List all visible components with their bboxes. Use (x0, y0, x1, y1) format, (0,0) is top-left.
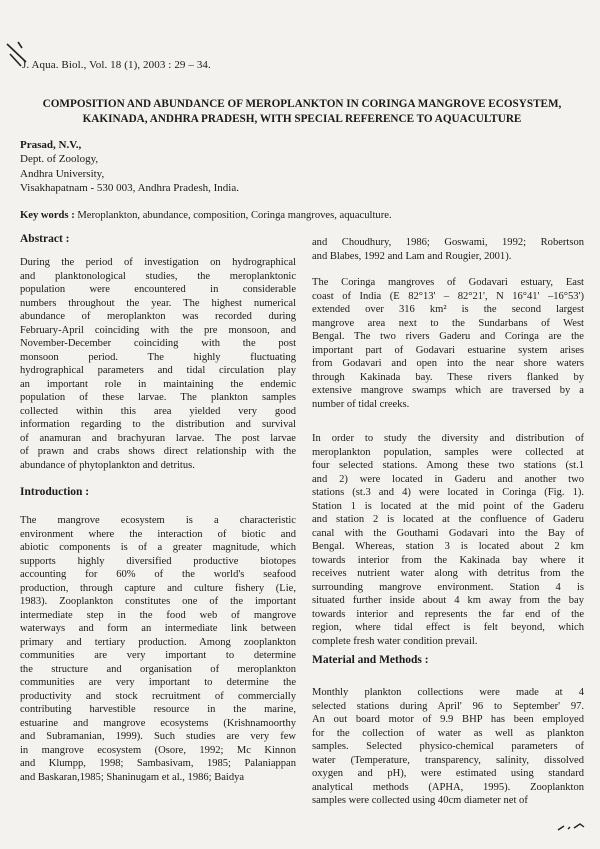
scribble-mark-icon (556, 820, 588, 834)
abstract-heading: Abstract : (20, 233, 70, 245)
text-line: and planktonological studies, the meroplanktonic (20, 270, 296, 282)
text-line: selected stations during April' 96 to September' 97. (312, 700, 584, 712)
author-block (20, 138, 239, 196)
text-line: and Subramanian, 1999). Such studies are very few (20, 731, 296, 742)
text-line: abundance of meroplankton was recorded during (20, 311, 296, 322)
methods-heading: Material and Methods : (312, 654, 429, 666)
text-line: collected within this area yielded very good (20, 405, 296, 417)
text-line: and 2) were located in Gaderu and another two (312, 473, 584, 485)
text-line: production, through capture and culture fishery (Lie, (20, 582, 296, 594)
keywords-text: Meroplankton, abundance, composition, Coringa mangroves, aquaculture. (77, 210, 392, 221)
introduction-heading: Introduction : (20, 486, 90, 498)
affiliation-line: Visakhapatnam - 530 003, Andhra Pradesh, India. (20, 182, 239, 195)
text-line: in mangrove ecosystem (Osore, 1992; Mc Kinnon (20, 744, 296, 756)
text-line: extensive mangrove swamps which are traversed by a (312, 385, 584, 396)
text-line: The mangrove ecosystem is a characteristic (20, 515, 296, 526)
text-line: population were encountered in considerable (20, 284, 296, 295)
text-line: stations (st.3 and 4) were located in Coringa (Fig. 1). (312, 487, 584, 498)
text-line: receives nutrient water along with detritus from the (312, 568, 584, 579)
text-line: population of these larvae. The plankton samples (20, 392, 296, 403)
text-line: complete fresh water condition prevail. (312, 635, 478, 647)
text-line: and Blabes, 1992 and Lam and Rougier, 2001). (312, 250, 512, 262)
text-line: through Kakinada bay. These rivers flanked by (312, 371, 584, 383)
text-line: analytical methods (APHA, 1995). Zooplankton (312, 781, 584, 793)
text-line: towards interior and represents the far end of the (312, 608, 584, 620)
text-line: of prawn and crabs shows direct relationship with the (20, 446, 296, 457)
text-line: In order to study the diversity and distribution of (312, 433, 584, 444)
text-line: During the period of investigation on hydrographical (20, 257, 296, 268)
text-line: of anamuran and brachyuran larvae. The post larvae (20, 432, 296, 444)
text-line: November-December coinciding with the post (20, 338, 296, 349)
text-line: region, where tidal effect is felt beyond, which (312, 622, 584, 633)
text-line: an important role in maintaining the endemic (20, 378, 296, 390)
text-line: estuarine and mangrove ecosystems (Krishnamoorthy (20, 717, 296, 729)
text-line: Bengal. The two rivers Gaderu and Coringa are the (312, 331, 584, 342)
text-line: communities are very important to determine the (20, 677, 296, 688)
text-line: productivity and stock recruitment of commercially (20, 690, 296, 702)
text-line: An out board motor of 9.9 BHP has been employed (312, 714, 584, 725)
text-line: samples were collected using 40cm diameter net of (312, 795, 528, 806)
text-line: extended over 316 km² is the second largest (312, 304, 584, 315)
text-line: intermediate step in the food web of mangrove (20, 609, 296, 621)
text-line: important part of Godavari estuarine system arises (312, 344, 584, 356)
text-line: contributing harvestible resource in the marine, (20, 704, 296, 715)
keywords-label: Key words : (20, 210, 75, 221)
text-line: and Choudhury, 1986; Goswami, 1992; Robertson (312, 237, 584, 248)
text-line: meroplankton population, samples were collected at (312, 446, 584, 458)
text-line: mangrove area next to the Sundarbans of West (312, 317, 584, 329)
text-line: and Klumpp, 1998; Sambasivam, 1985; Palaniappan (20, 758, 296, 769)
text-line: primary and tertiary production. Among zooplankton (20, 636, 296, 648)
text-line: samples. Selected physico-chemical parameters of (312, 741, 584, 752)
affiliation-line: Andhra University, (20, 167, 105, 180)
text-line: waterways and form an intermediate link between (20, 623, 296, 634)
text-line: numbers throughout the year. The highest numerical (20, 297, 296, 309)
text-line: situated further inside about 4 km away from the bay (312, 595, 584, 606)
paper-title (20, 97, 584, 127)
text-line: oxygen and pH), were estimated using standard (312, 768, 584, 779)
text-line: canal with the Gouthami Godavari into the Bay of (312, 527, 584, 539)
text-line: abundance of phytoplankton and detritus. (20, 459, 195, 471)
text-line: the structure and organisation of meroplankton (20, 663, 296, 675)
text-line: for the collection of water as well as plankton (312, 727, 584, 739)
keywords (20, 210, 392, 221)
stations-paragraph (312, 432, 584, 648)
text-line: coast of India (E 82°13' – 82°21', N 16°41' –16°53') (312, 290, 584, 302)
text-line: and Baskaran,1985; Shaninugam et al., 1986; Baidya (20, 771, 245, 783)
text-line: from Godavari and open into the near shore waters (312, 358, 584, 369)
text-line: towards interior from the Kakinada bay where it (312, 554, 584, 566)
journal-reference: J. Aqua. Biol., Vol. 18 (1), 2003 : 29 – 34. (22, 59, 211, 71)
text-line: accounting for 60% of the world's seafood (20, 569, 296, 580)
text-line: supports highly diversified productive biotopes (20, 555, 296, 567)
text-line: four selected stations. Among these two stations (st.1 (312, 460, 584, 471)
title-line: COMPOSITION AND ABUNDANCE OF MEROPLANKTON IN CORINGA MANGROVE ECOSYSTEM, (42, 98, 562, 110)
title-line: KAKINADA, ANDHRA PRADESH, WITH SPECIAL REFERENCE TO AQUACULTURE (82, 113, 522, 125)
text-line: surrounding mangrove environment. Station 4 is (312, 581, 584, 593)
text-line: 1983). Zooplankton constitutes one of the important (20, 596, 296, 607)
introduction-body (20, 514, 296, 784)
methods-body (312, 686, 584, 808)
abstract-body (20, 256, 296, 472)
author-name: Prasad, N.V., (20, 139, 82, 151)
text-line: Station 1 is located at the mid point of the Gaderu (312, 500, 584, 512)
text-line: Monthly plankton collections were made at 4 (312, 687, 584, 698)
study-area-paragraph (312, 276, 584, 411)
text-line: Bengal. Whereas, station 3 is located about 2 km (312, 541, 584, 552)
text-line: number of tidal creeks. (312, 398, 410, 410)
text-line: The Coringa mangroves of Godavari estuary, East (312, 277, 584, 288)
text-line: information regarding to the distribution and survival (20, 419, 296, 430)
text-line: monsoon period. The highly fluctuating (20, 351, 296, 363)
text-line: February-April coinciding with the pre monsoon, and (20, 324, 296, 336)
text-line: abiotic components is of a greater magnitude, which (20, 542, 296, 553)
text-line: hydrographical parameters and tidal circulation play (20, 365, 296, 376)
text-line: water (Temperature, transparency, salinity, dissolved (312, 754, 584, 766)
references-continued (312, 236, 584, 263)
text-line: and station 2 is located at the confluence of Gaderu (312, 514, 584, 525)
text-line: environment where the interaction of biotic and (20, 528, 296, 540)
text-line: communities are very important to determine (20, 650, 296, 661)
affiliation-line: Dept. of Zoology, (20, 153, 99, 166)
